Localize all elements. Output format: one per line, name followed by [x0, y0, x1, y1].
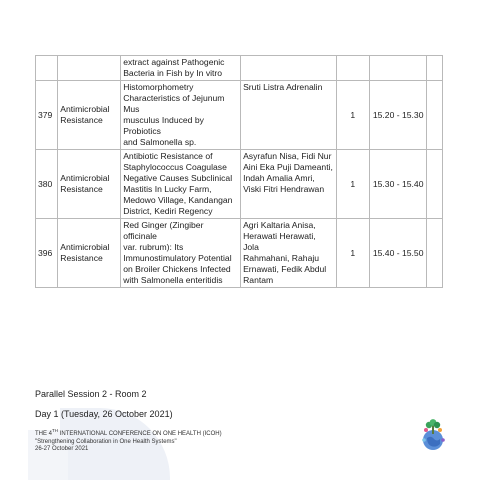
row-title-line: Characteristics of Jejunum Mus: [123, 93, 225, 114]
schedule-table: [35, 55, 443, 288]
row-number: 379: [36, 81, 58, 150]
row-title-line: extract against Pathogenic: [123, 57, 225, 67]
row-title-line: Red Ginger (Zingiber officinale: [123, 220, 204, 241]
row-authors-line: Sruti Listra Adrenalin: [243, 82, 323, 92]
row-authors-line: Agri Kaltaria Anisa,: [243, 220, 316, 230]
row-number: 380: [36, 150, 58, 219]
row-authors: [241, 219, 336, 288]
row-title-line: Histomorphometry: [123, 82, 194, 92]
row-blank: [427, 56, 443, 81]
footer-superscript: TH: [52, 428, 59, 433]
row-title-line: Immunostimulatory Potential: [123, 253, 232, 263]
day-heading: Day 1 (Tuesday, 26 October 2021): [35, 409, 173, 419]
row-number: [36, 56, 58, 81]
row-authors-line: Rantam: [243, 275, 274, 285]
row-title-line: Medowo Village, Kandangan: [123, 195, 233, 205]
row-topic: [58, 56, 121, 81]
table-row: [36, 81, 443, 150]
row-topic: Antimicrobial Resistance: [58, 150, 121, 219]
row-authors-line: Rahmahani, Rahaju: [243, 253, 320, 263]
row-authors-line: Herawati Herawati, Jola: [243, 231, 316, 252]
row-title-line: District, Kediri Regency: [123, 206, 213, 216]
row-authors-line: Viski Fitri Hendrawan: [243, 184, 325, 194]
footer-dates: 26-27 October 2021: [35, 446, 89, 452]
row-authors: [241, 81, 336, 150]
table-row: [36, 56, 443, 81]
row-title: [121, 81, 241, 150]
row-title-line: Mastitis In Lucky Farm,: [123, 184, 212, 194]
row-blank: [427, 150, 443, 219]
row-time: 15.40 - 15.50: [369, 219, 427, 288]
row-title: [121, 150, 241, 219]
footer-tagline: "Strengthening Collaboration in One Health Systems": [35, 438, 177, 445]
row-time: 15.20 - 15.30: [369, 81, 427, 150]
row-title-line: Bacteria in Fish by In vitro: [123, 68, 223, 78]
row-authors-line: Asyrafun Nisa, Fidi Nur: [243, 151, 332, 161]
session-heading: Parallel Session 2 - Room 2: [35, 389, 147, 399]
row-title-line: Antibiotic Resistance of: [123, 151, 213, 161]
row-topic: Antimicrobial Resistance: [58, 81, 121, 150]
table-row: [36, 150, 443, 219]
row-authors-line: Indah Amalia Amri,: [243, 173, 315, 183]
row-session: 1: [336, 81, 369, 150]
one-health-logo-icon: [416, 418, 450, 452]
table-row: [36, 219, 443, 288]
row-time: 15.30 - 15.40: [369, 150, 427, 219]
row-title: [121, 219, 241, 288]
row-topic: Antimicrobial Resistance: [58, 219, 121, 288]
row-blank: [427, 81, 443, 150]
row-title-line: on Broiler Chickens Infected: [123, 264, 231, 274]
row-authors-line: Aini Eka Puji Dameanti,: [243, 162, 333, 172]
footer-conference-name: [35, 427, 222, 439]
row-title-line: Negative Causes Subclinical: [123, 173, 233, 183]
row-authors: [241, 150, 336, 219]
row-title-line: with Salmonella enteritidis: [123, 275, 223, 285]
row-authors-line: Ernawati, Fedik Abdul: [243, 264, 327, 274]
row-title-line: musculus Induced by Probiotics: [123, 115, 204, 136]
row-title: [121, 56, 241, 81]
row-session: 1: [336, 150, 369, 219]
row-blank: [427, 219, 443, 288]
row-title-line: and Salmonella sp.: [123, 137, 197, 147]
row-time: [369, 56, 427, 81]
row-title-line: var. rubrum): Its: [123, 242, 184, 252]
row-title-line: Staphylococcus Coagulase: [123, 162, 227, 172]
conference-footer: [35, 427, 222, 454]
row-session: 1: [336, 219, 369, 288]
row-authors: [241, 56, 336, 81]
row-session: [336, 56, 369, 81]
row-number: 396: [36, 219, 58, 288]
footer-line1-post: INTERNATIONAL CONFERENCE ON ONE HEALTH (ICOH): [58, 431, 222, 437]
footer-line1-pre: THE 4: [35, 431, 53, 437]
